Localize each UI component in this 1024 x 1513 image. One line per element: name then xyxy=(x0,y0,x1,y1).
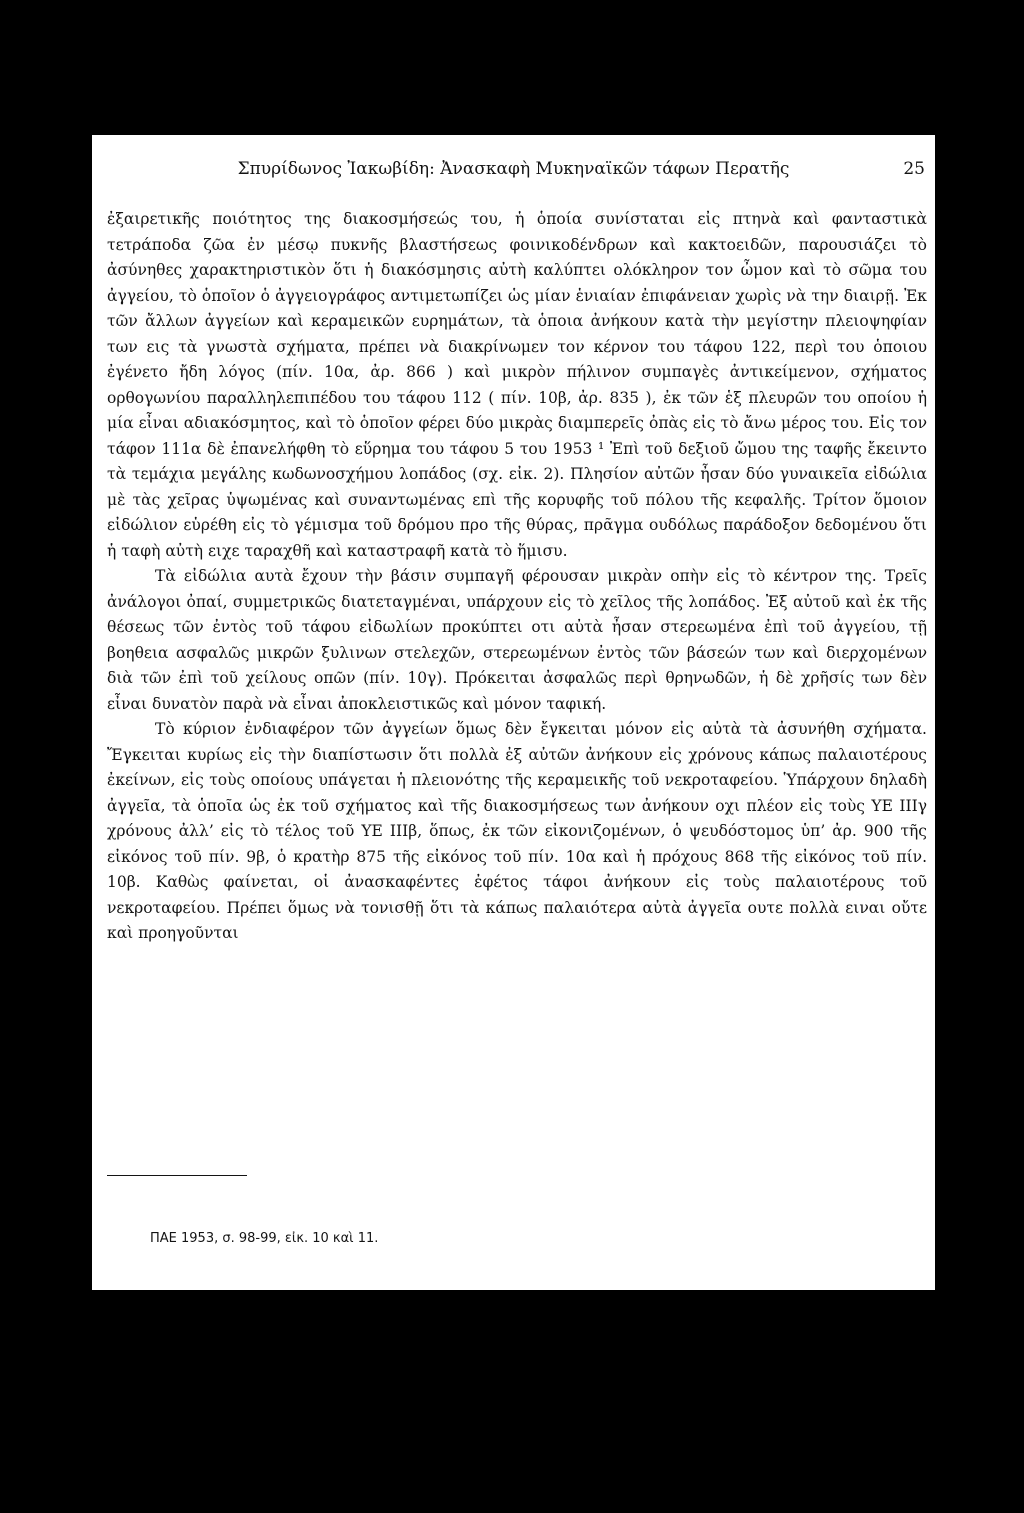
running-title: Σπυρίδωνος Ἰακωβίδη: Ἀνασκαφὴ Μυκηναϊκῶν τάφων Περατῆς xyxy=(237,159,790,179)
paragraph-2: Τὰ εἰδώλια αυτὰ ἔχουν τὴν βάσιν συμπαγῆ φέρουσαν μικρὰν οπὴν εἰς τὸ κέντρον της. Τρεῖς ἀνάλογοι ὀπαί, συμμετρικῶς διατεταγμέναι, υπάρχουν εἰς τὸ χεῖλος τῆς λοπάδος. Ἐξ αὐτοῦ καὶ ἐκ τῆς θέσεως τῶν ἐντὸς τοῦ τάφου εἰδωλίων προκύπτει οτι αὐτὰ ἦσαν στερεωμένα ἐπὶ τοῦ ἀγγείου, τῇ βοηθεια ασφαλῶς μικρῶν ξυλινων στελεχῶν, στερεωμένων ἐντὸς τῶν βάσεών των καὶ διερχομένων διὰ τῶν ἐπὶ τοῦ χείλους οπῶν (πίν. 10γ). Πρόκειται ἀσφαλῶς περὶ θρηνωδῶν, ἡ δὲ χρῆσίς των δὲν εἶναι δυνατὸν παρὰ νὰ εἶναι ἀποκλειστικῶς καὶ μόνον ταφική. xyxy=(107,567,927,713)
paragraph-3: Τὸ κύριον ἐνδιαφέρον τῶν ἀγγείων ὅμως δὲν ἔγκειται μόνον εἰς αὐτὰ τὰ ἀσυνήθη σχήματα. Ἔγκειται κυρίως εἰς τὴν διαπίστωσιν ὅτι πολλὰ ἐξ αὐτῶν ἀνήκουν εἰς χρόνους κάπως παλαιοτέρους ἐκείνων, εἰς τοὺς οποίους υπάγεται ἡ πλειονότης τῆς κεραμεικῆς τοῦ νεκροταφείου. Ὑπάρχουν δηλαδὴ ἀγγεῖα, τὰ ὁποῖα ὡς ἐκ τοῦ σχήματος καὶ τῆς διακοσμήσεως των ἀνήκουν οχι πλέον εἰς τοὺς ΥΕ ΙΙΙγ χρόνους ἀλλ’ εἰς τὸ τέλος τοῦ ΥΕ ΙΙΙβ, ὅπως, ἐκ τῶν εἰκονιζομένων, ὁ ψευδόστομος ὑπ’ ἀρ. 900 τῆς εἰκόνος τοῦ πίν. 9β, ὁ κρατὴρ 875 τῆς εἰκόνος τοῦ πίν. 10α καὶ ἡ πρόχους 868 τῆς εἰκόνος τοῦ πίν. 10β. Καθὼς φαίνεται, οἱ ἀνασκαφέντες ἐφέτος τάφοι ἀνήκουν εἰς τοὺς παλαιοτέρους τοῦ νεκροταφείου. Πρέπει ὅμως νὰ τονισθῇ ὅτι τὰ κάπως παλαιότερα αὐτὰ ἀγγεῖα ουτε πολλὰ ειναι οὔτε καὶ προηγοῦνται xyxy=(107,720,927,942)
document-page xyxy=(92,135,935,1290)
footnote: ΠΑΕ 1953, σ. 98-99, εἰκ. 10 καὶ 11. xyxy=(150,1231,379,1246)
footnote-rule xyxy=(107,1175,247,1176)
body-text xyxy=(107,207,927,947)
page-number: 25 xyxy=(903,159,925,179)
paragraph-1: ἐξαιρετικῆς ποιότητος της διακοσμήσεώς του, ἡ ὁποία συνίσταται εἰς πτηνὰ καὶ φανταστικὰ τετράποδα ζῶα ἐν μέσῳ πυκνῆς βλαστήσεως φοινικοδένδρων καὶ κακτοειδῶν, παρουσιάζει τὸ ἀσύνηθες χαρακτηριστικὸν ὅτι ἡ διακόσμησις αὐτὴ καλύπτει ολόκληρον τον ὦμον καὶ τὸ σῶμα του ἀγγείου, τὸ ὁποῖον ὁ ἀγγειογράφος αντιμετωπίζει ὡς μίαν ἑνιαίαν ἐπιφάνειαν χωρὶς νὰ την διαιρῇ. Ἐκ τῶν ἄλλων ἀγγείων καὶ κεραμεικῶν ευρημάτων, τὰ ὁποια ἀνήκουν κατὰ τὴν μεγίστην πλειοψηφίαν των εις τὰ γνωστὰ σχήματα, πρέπει νὰ διακρίνωμεν τον κέρνον του τάφου 122, περὶ του ὁποιου ἐγένετο ἤδη λόγος (πίν. 10α, ἀρ. 866 ) καὶ μικρὸν πήλινον συμπαγὲς ἀντικείμενον, σχήματος ορθογωνίου παραλληλεπιπέδου του τάφου 112 ( πίν. 10β, ἀρ. 835 ), ἐκ τῶν ἑξ πλευρῶν του οποίου ἡ μία εἶναι αδιακόσμητος, καὶ τὸ ὁποῖον φέρει δύο μικρὰς διαμπερεῖς ὀπὰς εἰς τὸ ἄνω μέρος του. Εἰς τον τάφον 111α δὲ ἐπανελήφθη τὸ εὕρημα του τάφου 5 του 1953 ¹ Ἐπὶ τοῦ δεξιοῦ ὤμου της ταφῆς ἔκειντο τὰ τεμάχια μεγάλης κωδωνοσχήμου λοπάδος (σχ. εἰκ. 2). Πλησίον αὐτῶν ἦσαν δύο γυναικεῖα εἰδώλια μὲ τὰς χεῖρας ὑψωμένας καὶ συναντωμένας επὶ τῆς κορυφῆς τοῦ πόλου τῆς κεφαλῆς. Τρίτον ὅμοιον εἰδώλιον εὑρέθη εἰς τὸ γέμισμα τοῦ δρόμου προ τῆς θύρας, πρᾶγμα ουδόλως παράδοξον δεδομένου ὅτι ἡ ταφὴ αὐτὴ ειχε ταραχθῆ καὶ καταστραφῆ κατὰ τὸ ἥμισυ. xyxy=(107,210,927,560)
page-header xyxy=(92,159,935,189)
